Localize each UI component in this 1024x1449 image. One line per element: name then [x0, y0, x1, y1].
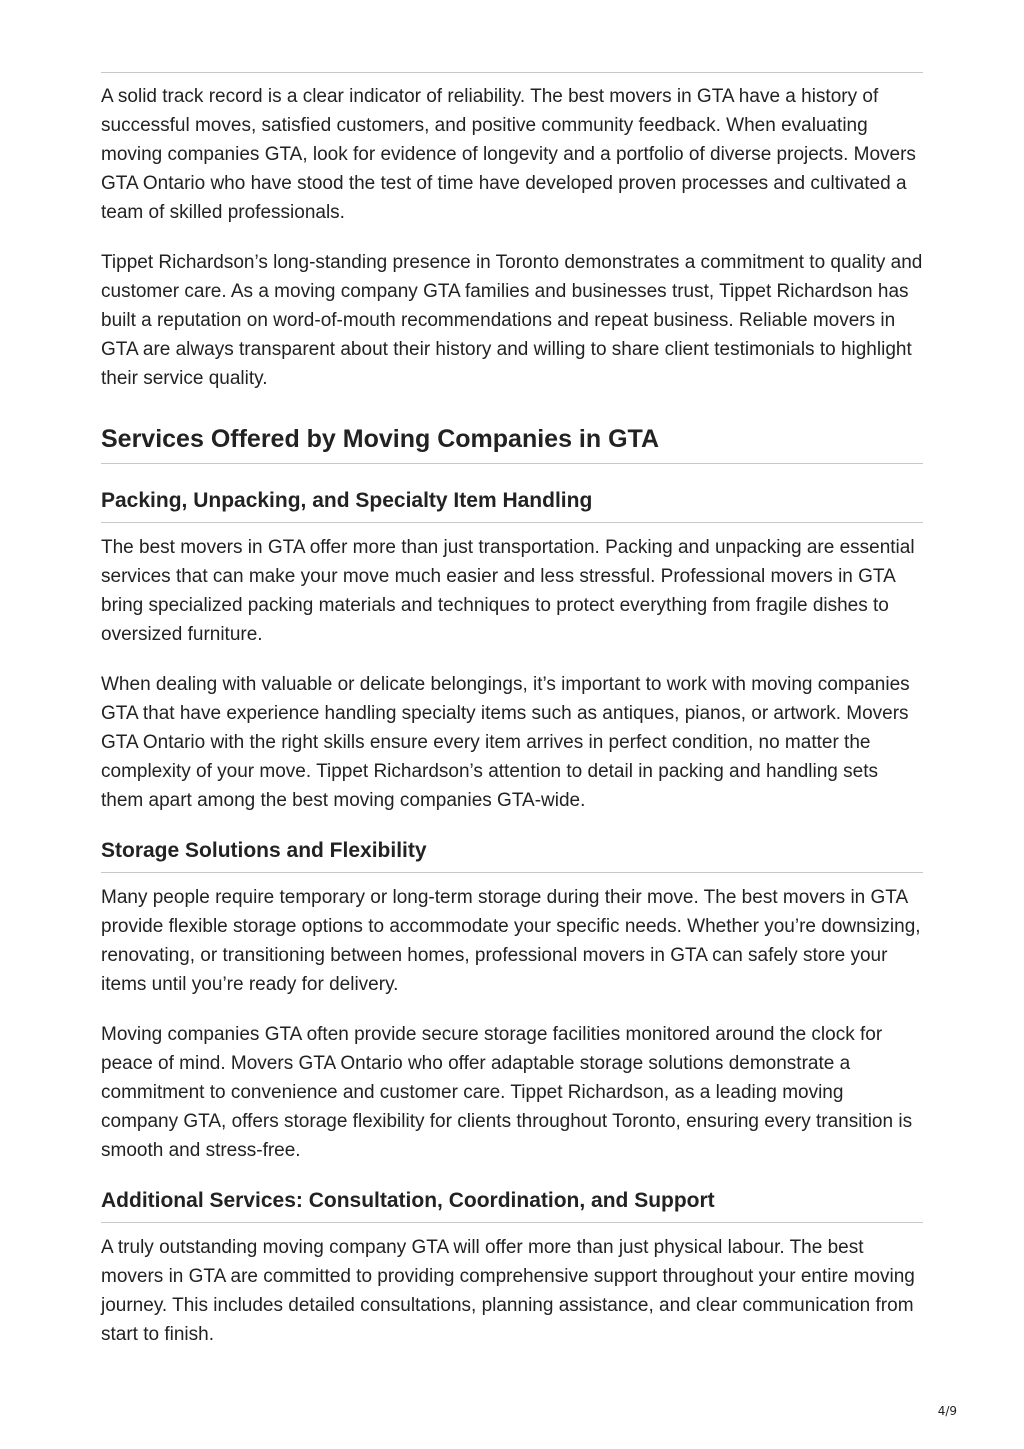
- page-number: 4/9: [937, 1404, 957, 1418]
- services-heading: Services Offered by Moving Companies in GTA: [101, 423, 923, 464]
- top-divider: [101, 72, 923, 73]
- additional-services-paragraph-1: A truly outstanding moving company GTA will offer more than just physical labour. The best movers in GTA are committed to providing comprehensive support throughout your entire moving journey. This includes detailed consultations, planning assistance, and clear communication from start to finish.: [101, 1237, 915, 1345]
- storage-paragraph-1: Many people require temporary or long-term storage during their move. The best movers in GTA provide flexible storage options to accommodate your specific needs. Whether you’re downsizing, renovating, or transitioning between homes, professional movers in GTA can safely store your items until you’re ready for delivery.: [101, 887, 921, 995]
- storage-paragraph-2: Moving companies GTA often provide secure storage facilities monitored around the clock for peace of mind. Movers GTA Ontario who offer adaptable storage solutions demonstrate a commitment to convenience and customer care. Tippet Richardson, as a leading moving company GTA, offers storage flexibility for clients throughout Toronto, ensuring every transition is smooth and stress-free.: [101, 1024, 913, 1161]
- packing-paragraph-1: The best movers in GTA offer more than just transportation. Packing and unpacking are essential services that can make your move much easier and less stressful. Professional movers in GTA bring specialized packing materials and techniques to protect everything from fragile dishes to oversized furniture.: [101, 537, 915, 645]
- intro-paragraph-1: A solid track record is a clear indicator of reliability. The best movers in GTA have a history of successful moves, satisfied customers, and positive community feedback. When evaluating moving companies GTA, look for evidence of longevity and a portfolio of diverse projects. Movers GTA Ontario who have stood the test of time have developed proven processes and cultivated a team of skilled professionals.: [101, 86, 916, 223]
- document-body: [101, 82, 923, 1349]
- services-section: [101, 423, 923, 1349]
- packing-paragraph-2: When dealing with valuable or delicate belongings, it’s important to work with moving companies GTA that have experience handling specialty items such as antiques, pianos, or artwork. Movers GTA Ontario with the right skills ensure every item arrives in perfect condition, no matter the complexity of your move. Tippet Richardson’s attention to detail in packing and handling sets them apart among the best moving companies GTA-wide.: [101, 674, 910, 811]
- additional-services-heading: Additional Services: Consultation, Coordination, and Support: [101, 1187, 923, 1223]
- intro-paragraph-2: Tippet Richardson’s long-standing presence in Toronto demonstrates a commitment to quality and customer care. As a moving company GTA families and businesses trust, Tippet Richardson has built a reputation on word-of-mouth recommendations and repeat business. Reliable movers in GTA are always transparent about their history and willing to share client testimonials to highlight their service quality.: [101, 252, 923, 389]
- packing-section: [101, 487, 923, 815]
- packing-heading: Packing, Unpacking, and Specialty Item Handling: [101, 487, 923, 523]
- storage-heading: Storage Solutions and Flexibility: [101, 837, 923, 873]
- storage-section: [101, 837, 923, 1165]
- additional-services-section: [101, 1187, 923, 1349]
